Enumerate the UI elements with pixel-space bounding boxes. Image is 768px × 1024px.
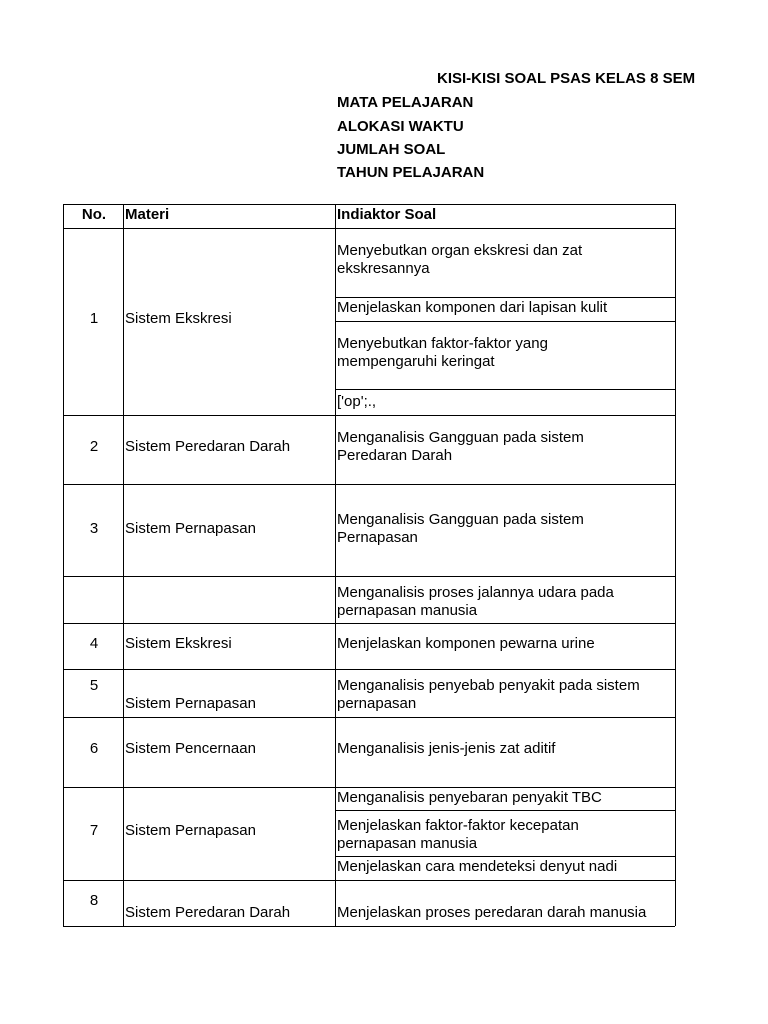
indicator-line: Menjelaskan cara mendeteksi denyut nadi (337, 858, 618, 875)
row-materi: Sistem Peredaran Darah (125, 904, 291, 921)
indicator-line: Peredaran Darah (337, 447, 453, 464)
indicator-line: Menganalisis Gangguan pada sistem (337, 429, 584, 446)
row-materi: Sistem Pernapasan (125, 822, 256, 839)
row-number: 3 (89, 520, 99, 537)
row-number: 8 (89, 892, 99, 909)
table-rule (335, 204, 336, 926)
table-rule (335, 669, 675, 670)
row-materi: Sistem Ekskresi (125, 310, 232, 327)
indicator-cell (337, 393, 673, 411)
table-rule (335, 623, 675, 624)
indicator-line: Menganalisis penyebab penyakit pada sistem (337, 677, 640, 694)
row-materi: Sistem Peredaran Darah (125, 438, 291, 455)
meta-jumlah-soal: JUMLAH SOAL (337, 141, 446, 158)
header-indikator: Indiaktor Soal (337, 206, 437, 223)
indicator-line: Menjelaskan proses peredaran darah manusia (337, 904, 647, 921)
meta-mata-pelajaran: MATA PELAJARAN (337, 94, 474, 111)
indicator-cell (337, 817, 673, 853)
indicator-line: ekskresannya (337, 260, 430, 277)
indicator-cell (337, 789, 673, 807)
indicator-line: pernapasan manusia (337, 835, 478, 852)
row-materi: Sistem Pernapasan (125, 520, 256, 537)
row-number: 5 (89, 677, 99, 694)
indicator-line: Menganalisis proses jalannya udara pada (337, 584, 614, 601)
row-number: 4 (89, 635, 99, 652)
indicator-line: ['op';., (337, 393, 377, 410)
indicator-cell (337, 858, 673, 876)
indicator-cell (337, 299, 673, 317)
indicator-cell (337, 635, 673, 653)
indicator-cell (337, 904, 673, 922)
indicator-line: Menganalisis Gangguan pada sistem (337, 511, 584, 528)
indicator-line: Pernapasan (337, 529, 418, 546)
indicator-cell (337, 677, 673, 713)
table-rule (335, 321, 675, 322)
indicator-line: Menjelaskan komponen dari lapisan kulit (337, 299, 608, 316)
table-rule (335, 415, 675, 416)
indicator-line: mempengaruhi keringat (337, 353, 495, 370)
table-rule (335, 926, 675, 927)
indicator-line: pernapasan (337, 695, 417, 712)
row-materi: Sistem Ekskresi (125, 635, 232, 652)
indicator-cell (337, 740, 673, 758)
table-rule (335, 810, 675, 811)
meta-alokasi-waktu: ALOKASI WAKTU (337, 118, 464, 135)
indicator-line: Menjelaskan faktor-faktor kecepatan (337, 817, 579, 834)
indicator-line: Menjelaskan komponen pewarna urine (337, 635, 595, 652)
table-rule (335, 228, 675, 229)
table-rule (335, 787, 675, 788)
meta-tahun-pelajaran: TAHUN PELAJARAN (337, 164, 485, 181)
row-number: 6 (89, 740, 99, 757)
indicator-cell (337, 584, 673, 620)
row-number: 7 (89, 822, 99, 839)
table-rule (335, 880, 675, 881)
row-number: 2 (89, 438, 99, 455)
table-rule (335, 484, 675, 485)
header-no: No. (81, 206, 107, 223)
indicator-line: Menyebutkan organ ekskresi dan zat (337, 242, 583, 259)
row-materi: Sistem Pernapasan (125, 695, 256, 712)
table-rule (335, 576, 675, 577)
table-rule (335, 389, 675, 390)
table-rule (63, 204, 675, 205)
row-number: 1 (89, 310, 99, 327)
indicator-cell (337, 429, 673, 465)
indicator-line: Menganalisis jenis-jenis zat aditif (337, 740, 556, 757)
indicator-cell (337, 335, 673, 371)
row-materi: Sistem Pencernaan (125, 740, 256, 757)
indicator-line: Menyebutkan faktor-faktor yang (337, 335, 548, 352)
indicator-cell (337, 511, 673, 547)
table-rule (63, 204, 64, 926)
document-title: KISI-KISI SOAL PSAS KELAS 8 SEM (437, 70, 696, 87)
table-rule (123, 204, 124, 926)
indicator-cell (337, 242, 673, 278)
indicator-line: Menganalisis penyebaran penyakit TBC (337, 789, 602, 806)
table-rule (335, 717, 675, 718)
indicator-line: pernapasan manusia (337, 602, 478, 619)
table-rule (335, 856, 675, 857)
header-materi: Materi (125, 206, 170, 223)
table-rule (675, 204, 676, 926)
table-rule (335, 297, 675, 298)
